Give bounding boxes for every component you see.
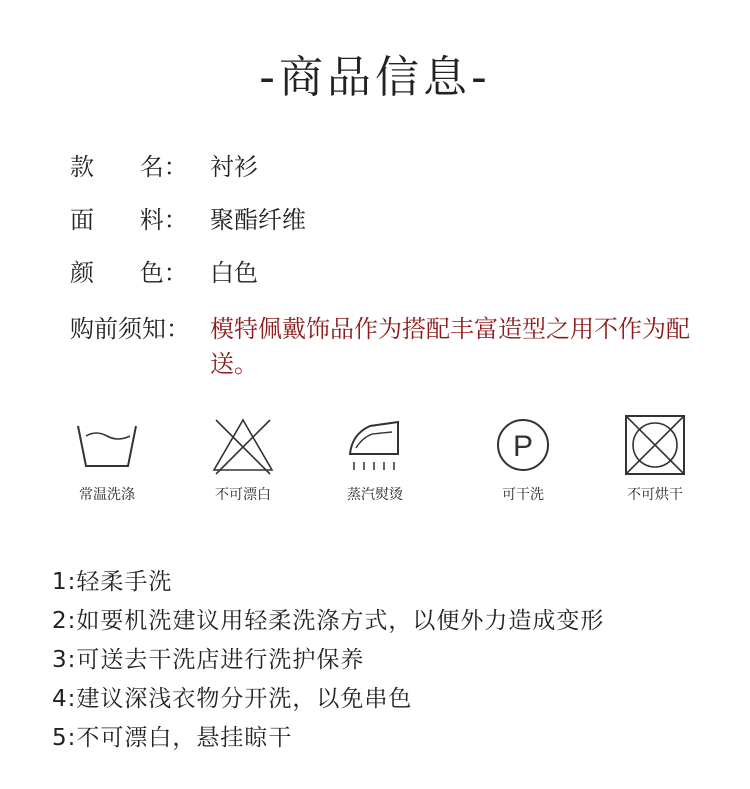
list-item: 4:建议深浅衣物分开洗，以免串色 xyxy=(52,686,413,712)
page-title: -商品信息- xyxy=(259,52,491,103)
care-symbol-dry-clean xyxy=(458,412,588,504)
care-instructions-list xyxy=(52,563,604,758)
list-item: 1:轻柔手洗 xyxy=(52,569,173,595)
care-label: 不可烘干 xyxy=(627,487,683,503)
dry-clean-p-icon xyxy=(488,412,558,478)
no-bleach-icon xyxy=(208,412,278,478)
care-label: 不可漂白 xyxy=(215,487,271,503)
info-label: 颜 色： xyxy=(70,259,188,287)
notice-text: 模特佩戴饰品作为搭配丰富造型之用不作为配送。 xyxy=(210,315,690,378)
info-value: 衬衫 xyxy=(210,153,258,181)
info-label: 面 料： xyxy=(70,206,188,234)
info-value: 白色 xyxy=(210,259,258,287)
care-label: 可干洗 xyxy=(502,487,544,503)
info-label: 款 名： xyxy=(70,153,188,181)
no-tumble-dry-icon xyxy=(620,412,690,478)
care-symbol-no-tumble-dry xyxy=(590,412,720,504)
care-label: 蒸汽熨烫 xyxy=(347,487,403,503)
list-item: 5:不可漂白，悬挂晾干 xyxy=(52,725,293,751)
care-label: 常温洗涤 xyxy=(79,487,135,503)
dry-clean-letter: P xyxy=(512,430,534,463)
info-value: 聚酯纤维 xyxy=(210,206,306,234)
list-item: 2:如要机洗建议用轻柔洗涤方式，以便外力造成变形 xyxy=(52,608,605,634)
notice-label: 购前须知： xyxy=(70,315,190,343)
care-symbol-steam-iron xyxy=(310,412,440,504)
list-item: 3:可送去干洗店进行洗护保养 xyxy=(52,647,365,673)
care-symbol-no-bleach xyxy=(178,412,308,504)
wash-tub-icon xyxy=(72,412,142,478)
care-symbol-wash xyxy=(42,412,172,504)
steam-iron-icon xyxy=(340,412,410,478)
